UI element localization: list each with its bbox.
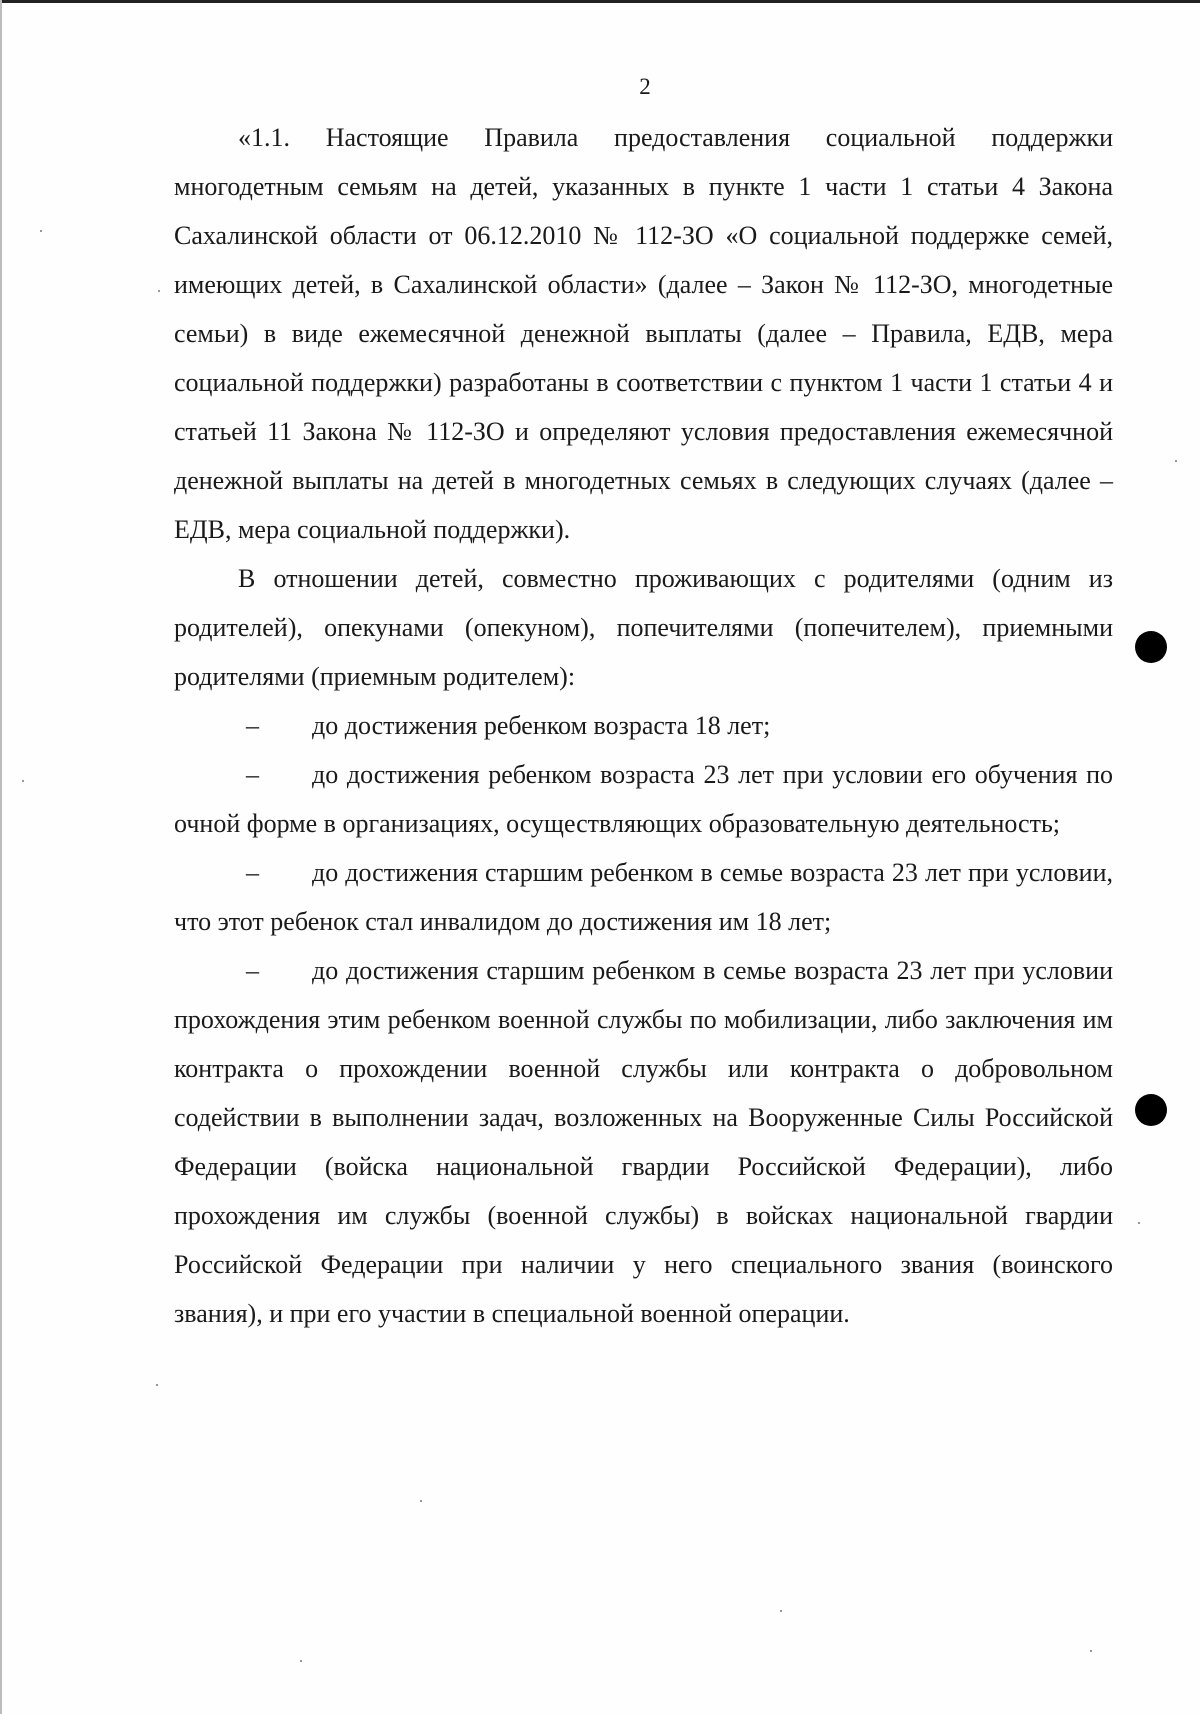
list-dash: – <box>246 956 259 985</box>
page-number: 2 <box>639 74 651 99</box>
scan-speck <box>1090 1650 1092 1652</box>
scan-speck <box>40 230 42 232</box>
scan-speck <box>1138 1222 1140 1224</box>
list-item-age-23-study <box>174 750 1113 848</box>
scan-top-edge <box>0 0 1200 3</box>
list-item-text: до достижения ребенком возраста 23 лет при условии его обучения по очной форме в организациях, осуществляющих образовательную деятельность; <box>174 760 1113 838</box>
list-item-age-23-disability <box>174 848 1113 946</box>
scan-speck <box>22 780 24 782</box>
scan-speck <box>1175 460 1177 462</box>
list-item-text: до достижения старшим ребенком в семье возраста 23 лет при условии, что этот ребенок стал инвалидом до достижения им 18 лет; <box>174 858 1113 936</box>
binder-hole-upper <box>1135 631 1167 663</box>
list-item-text: до достижения ребенком возраста 18 лет; <box>312 711 771 740</box>
scan-speck <box>158 290 160 292</box>
scan-left-edge <box>0 0 2 1714</box>
list-item-age-18 <box>174 701 1113 750</box>
paragraph-children-living-with-parents: В отношении детей, совместно проживающих с родителями (одним из родителей), опекунами (опекуном), попечителями (попечителем), приемными родителями (приемным родителем): <box>174 564 1113 691</box>
list-dash: – <box>246 760 259 789</box>
list-item-age-23-military <box>174 946 1113 1338</box>
scan-speck <box>156 1384 158 1386</box>
paragraph-rules-intro: «1.1. Настоящие Правила предоставления социальной поддержки многодетным семьям на детей, указанных в пункте 1 части 1 статьи 4 Закона Сахалинской области от 06.12.2010 № 112-ЗО «О социальной поддержке семей, имеющих детей, в Сахалинской области» (далее – Закон № 112-ЗО, многодетные семьи) в виде ежемесячной денежной выплаты (далее – Правила, ЕДВ, мера социальной поддержки) разработаны в соответствии с пунктом 1 части 1 статьи 4 и статьей 11 Закона № 112-ЗО и определяют условия предоставления ежемесячной денежной выплаты на детей в многодетных семьях в следующих случаях (далее – ЕДВ, мера социальной поддержки). <box>174 123 1113 544</box>
document-body <box>174 113 1113 1338</box>
list-item-text: до достижения старшим ребенком в семье возраста 23 лет при условии прохождения этим ребенком военной службы по мобилизации, либо заключения им контракта о прохождении военной службы или контракта о добровольном содействии в выполнении задач, возложенных на Вооруженные Силы Российской Федерации (войска национальной гвардии Российской Федерации), либо прохождения им службы (военной службы) в войсках национальной гвардии Российской Федерации при наличии у него специального звания (воинского звания), и при его участии в специальной военной операции. <box>174 956 1113 1328</box>
scan-speck <box>780 1610 782 1612</box>
scan-speck <box>300 1660 302 1662</box>
binder-hole-lower <box>1135 1094 1167 1126</box>
list-dash: – <box>246 858 259 887</box>
scan-speck <box>420 1500 422 1502</box>
list-dash: – <box>246 711 259 740</box>
